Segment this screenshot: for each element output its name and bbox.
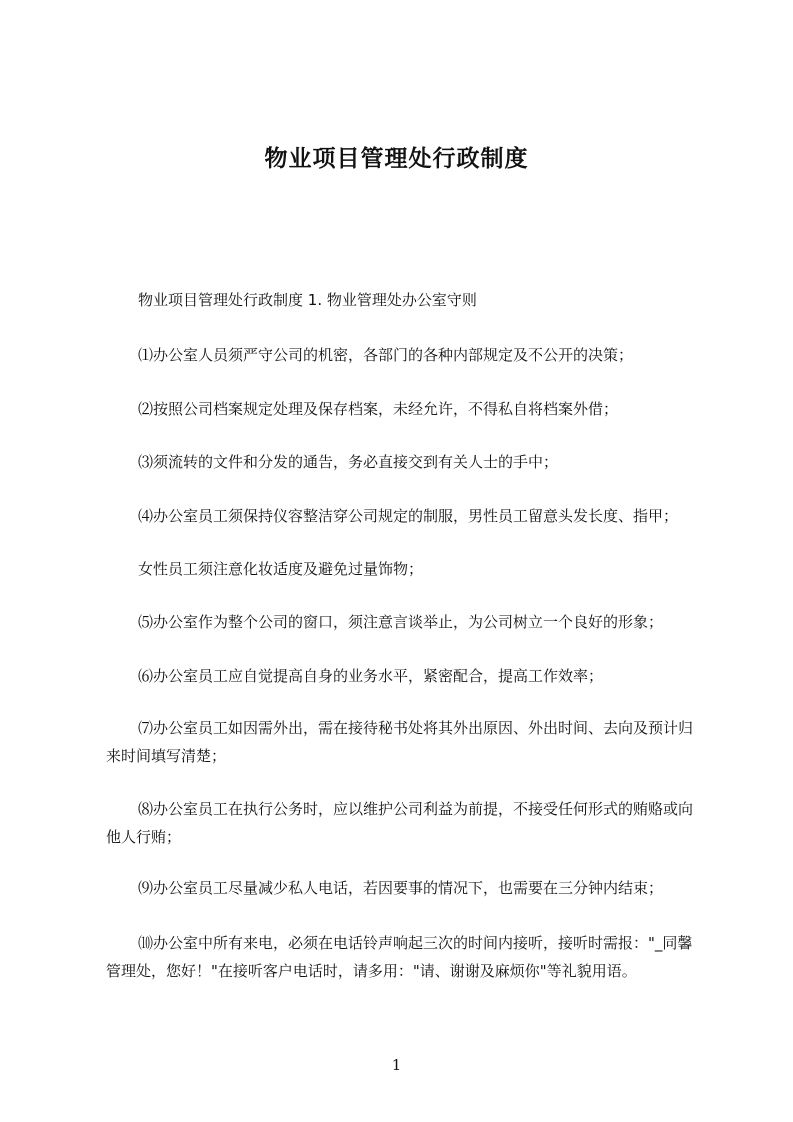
paragraph-4: ⑷办公室员工须保持仪容整洁穿公司规定的制服，男性员工留意头发长度、指甲；	[138, 507, 679, 525]
paragraph-10: ⑽办公室中所有来电，必须在电话铃声响起三次的时间内接听，接听时需报："_同馨管理处，您好！"在接听客户电话时，请多用："请、谢谢及麻烦你"等礼貌用语。	[106, 934, 693, 980]
paragraph-2: ⑵按照公司档案规定处理及保存档案，未经允许，不得私自将档案外借；	[138, 400, 619, 418]
paragraph-6: ⑹办公室员工应自觉提高自身的业务水平，紧密配合，提高工作效率；	[138, 667, 604, 685]
paragraph-9: ⑼办公室员工尽量减少私人电话，若因要事的情况下，也需要在三分钟内结束；	[138, 879, 664, 897]
paragraph-1: ⑴办公室人员须严守公司的机密，各部门的各种内部规定及不公开的决策；	[138, 346, 634, 364]
paragraph-heading: 物业项目管理处行政制度 1. 物业管理处办公室守则	[138, 291, 477, 309]
paragraph-3: ⑶须流转的文件和分发的通告，务必直接交到有关人士的手中；	[138, 453, 559, 471]
page-number: 1	[391, 1056, 402, 1074]
paragraph-4-continued: 女性员工须注意化妆适度及避免过量饰物；	[138, 560, 424, 578]
paragraph-7: ⑺办公室员工如因需外出，需在接待秘书处将其外出原因、外出时间、去向及预计归来时间填写清楚；	[106, 719, 694, 765]
paragraph-8: ⑻办公室员工在执行公务时，应以维护公司利益为前提，不接受任何形式的贿赂或向他人行贿；	[106, 800, 694, 846]
paragraph-5: ⑸办公室作为整个公司的窗口，须注意言谈举止，为公司树立一个良好的形象；	[138, 613, 664, 631]
document-title: 物业项目管理处行政制度	[264, 146, 529, 172]
